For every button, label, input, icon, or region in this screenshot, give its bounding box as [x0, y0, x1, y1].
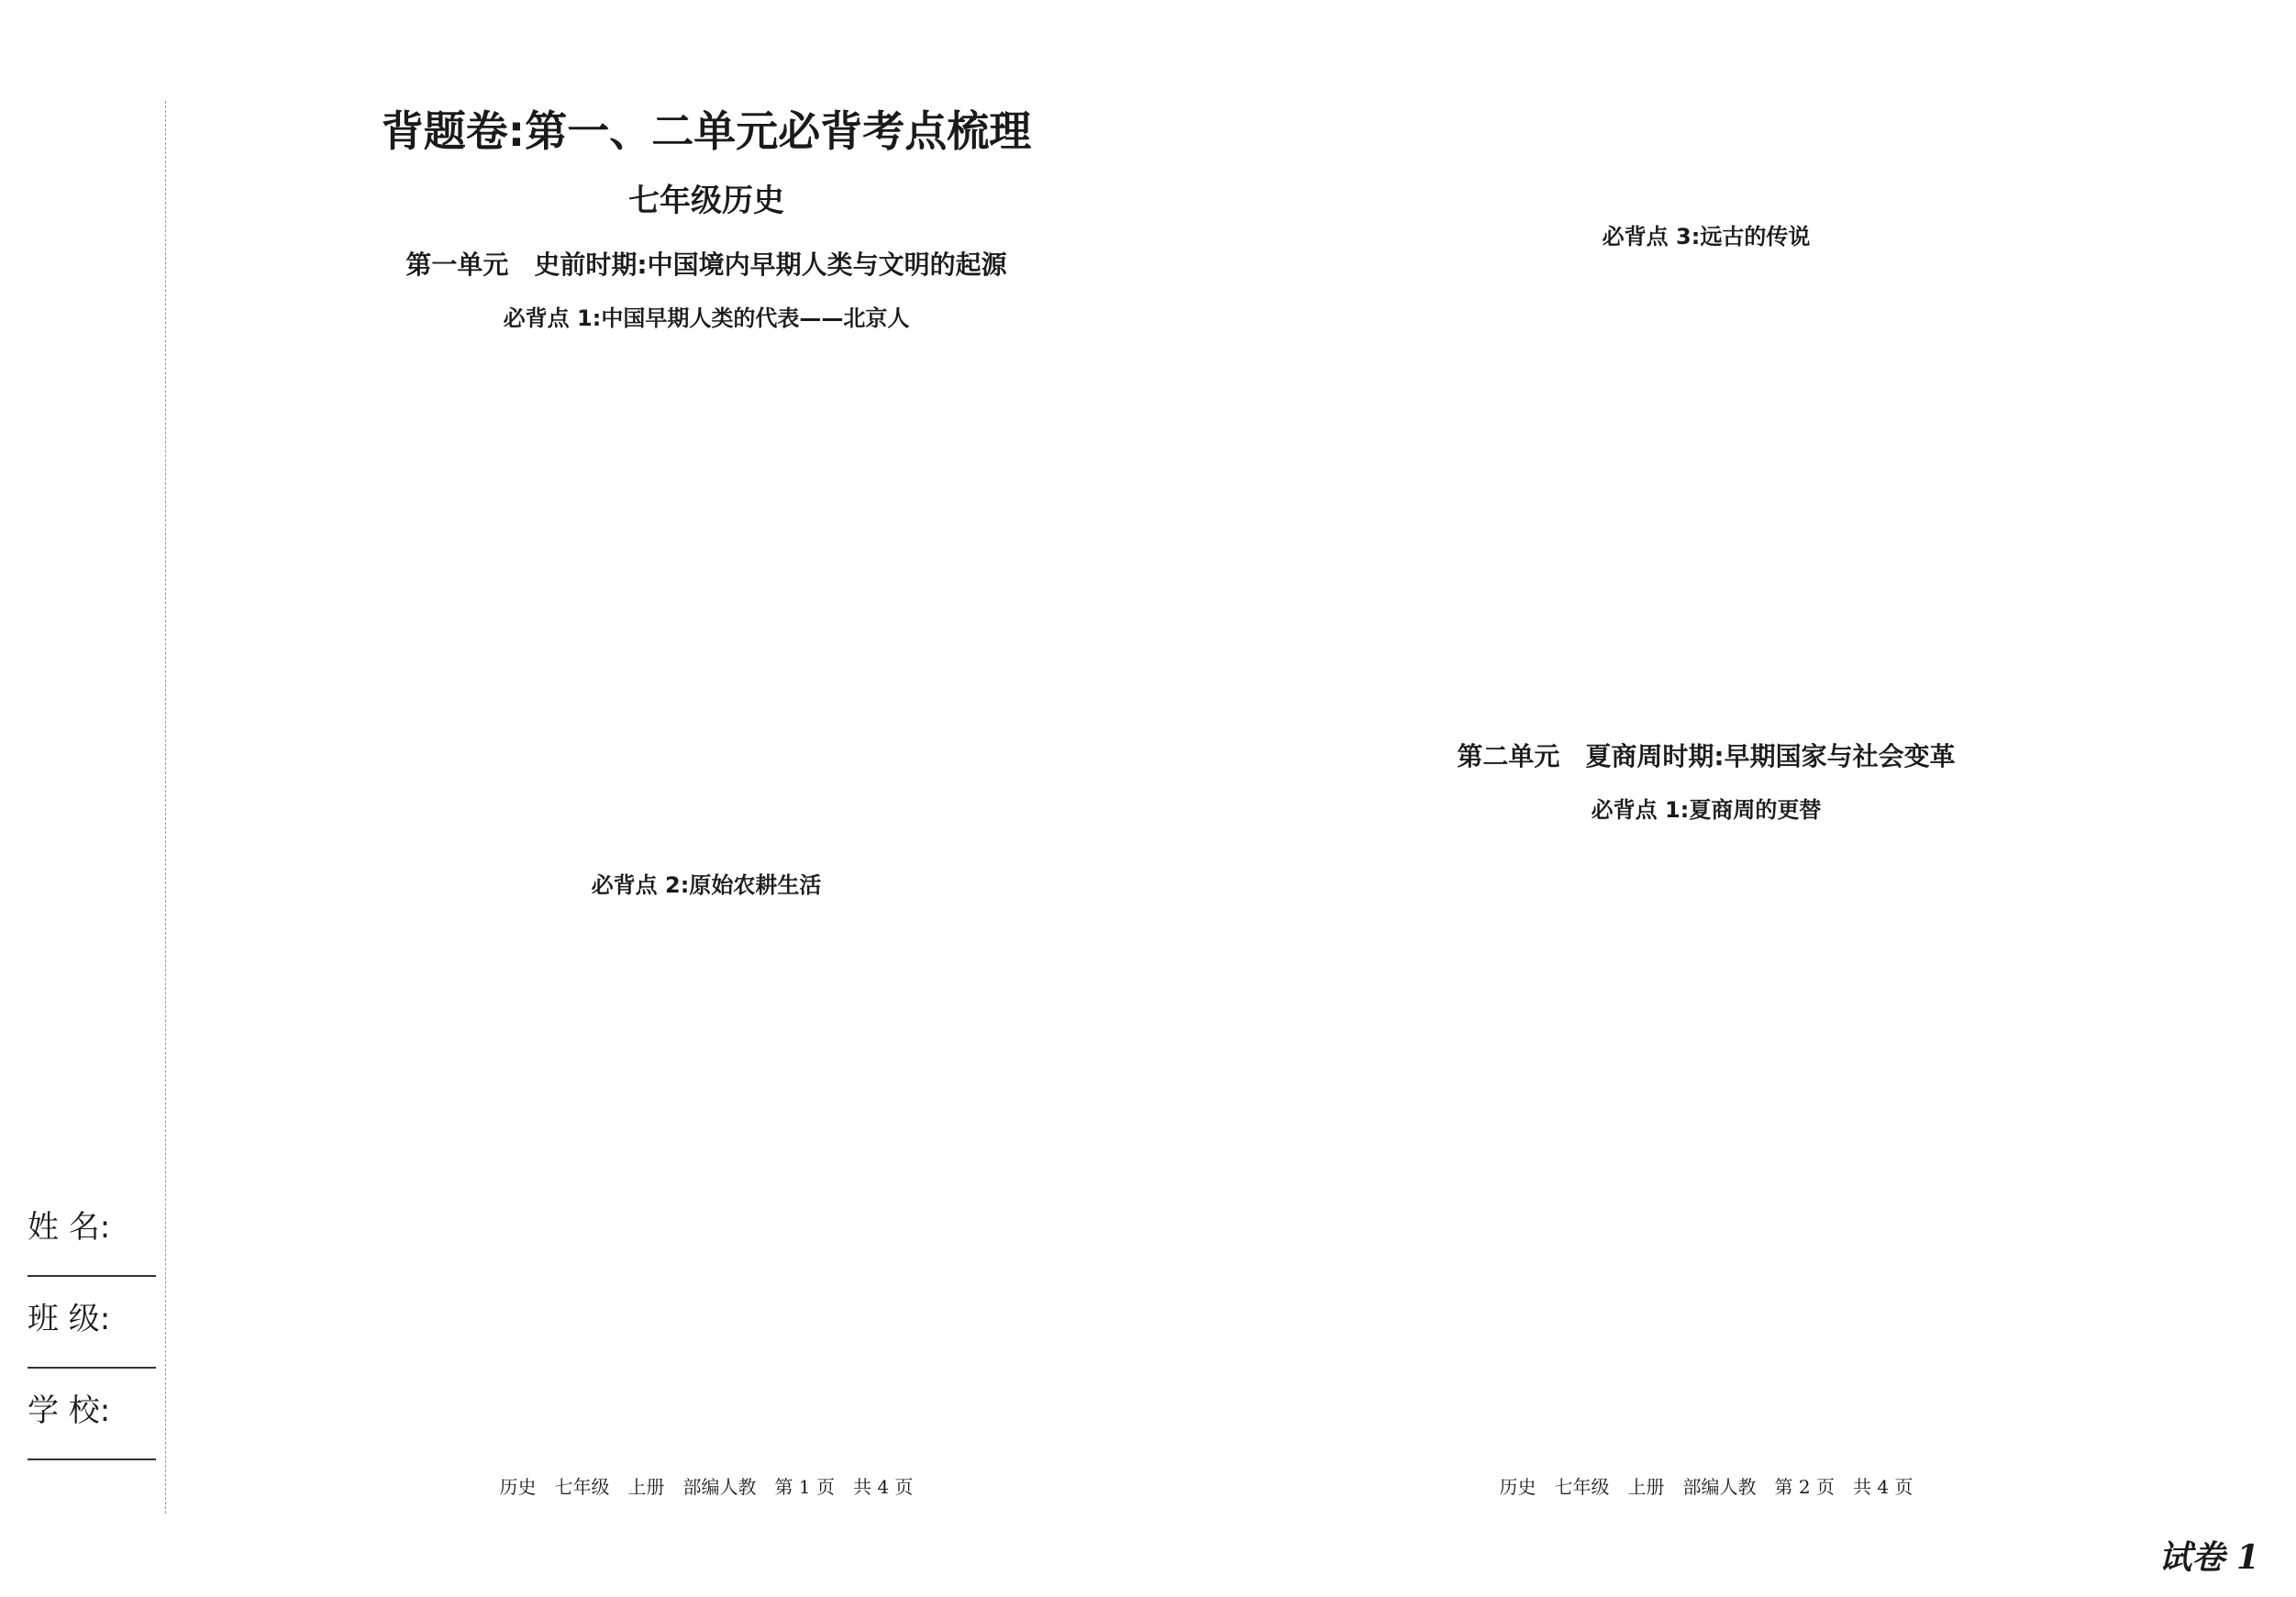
class-line[interactable]	[28, 1367, 156, 1369]
page-title: 背题卷:第一、二单元必背考点梳理	[381, 106, 1032, 156]
point3-heading: 必背点 3:远古的传说	[1602, 224, 1811, 250]
sidebar	[18, 101, 166, 1514]
name-line[interactable]	[28, 1275, 156, 1277]
grade-title: 七年级历史	[628, 183, 784, 220]
page-left	[220, 92, 1192, 1523]
unit2-heading: 第二单元 夏商周时期:早期国家与社会变革	[1457, 740, 1956, 771]
page-footer-left: 历史 七年级 上册 部编人教 第 1 页 共 4 页	[499, 1476, 914, 1498]
page-footer-right: 历史 七年级 上册 部编人教 第 2 页 共 4 页	[1499, 1476, 1913, 1498]
point2-heading: 必背点 2:原始农耕生活	[591, 871, 822, 898]
point1-heading: 必背点 1:中国早期人类的代表——北京人	[503, 305, 910, 332]
point4-heading: 必背点 1:夏商周的更替	[1591, 796, 1822, 823]
name-label: 姓 名:	[28, 1209, 111, 1246]
page-right	[1220, 92, 2192, 1523]
school-line[interactable]	[28, 1458, 156, 1460]
class-label: 班 级:	[28, 1301, 111, 1337]
exam-badge: 试卷 1	[2158, 1538, 2259, 1577]
unit1-heading: 第一单元 史前时期:中国境内早期人类与文明的起源	[405, 249, 1007, 280]
school-label: 学 校:	[28, 1392, 111, 1429]
